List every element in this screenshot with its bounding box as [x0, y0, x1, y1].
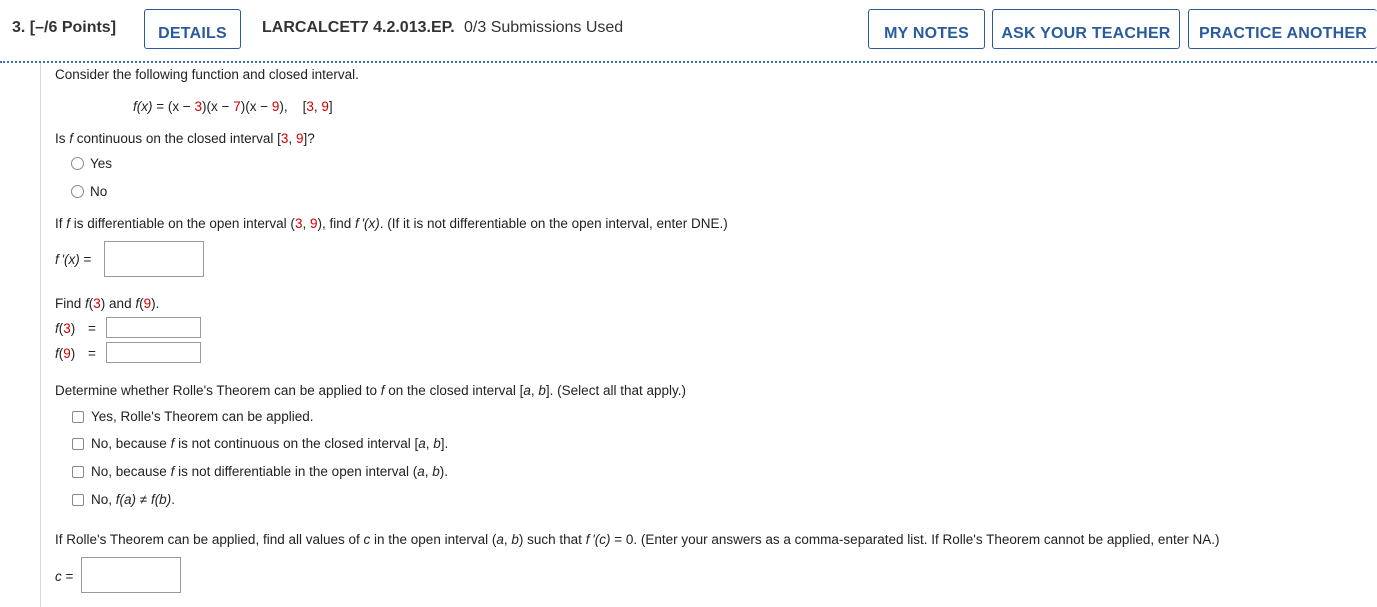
f-of-3-label: f(3): [55, 321, 76, 336]
question-number-points: 3. [–/6 Points]: [12, 19, 117, 36]
c-answer-label: c =: [55, 569, 74, 584]
continuity-yes-option[interactable]: [71, 156, 112, 171]
ask-your-teacher-button[interactable]: ASK YOUR TEACHER: [992, 9, 1180, 49]
checkbox[interactable]: [72, 438, 84, 450]
find-values-question: Find f(3) and f(9).: [55, 296, 160, 311]
problem-code: LARCALCET7 4.2.013.EP.: [262, 19, 455, 36]
derivative-answer-label: f '(x) =: [55, 252, 92, 267]
derivative-answer-input[interactable]: [104, 241, 204, 277]
equals-sign: =: [88, 346, 96, 361]
continuity-no-option[interactable]: [71, 184, 107, 199]
rolle-values-question: If Rolle's Theorem can be applied, find all values of c in the open interval (a, b) such that f '(c) = 0. (Enter your answers as a comma-separated list. If Rolle's Theorem cannot be applied, enter NA.): [55, 532, 1220, 547]
f-of-9-label: f(9): [55, 346, 76, 361]
function-definition: f(x) = (x − 3)(x − 7)(x − 9), [3, 9]: [133, 99, 333, 114]
c-values-input[interactable]: [81, 557, 181, 593]
my-notes-button[interactable]: MY NOTES: [868, 9, 985, 49]
option-label: No, because f is not continuous on the closed interval [a, b].: [91, 436, 449, 451]
option-label: No: [90, 184, 108, 199]
rolle-question: Determine whether Rolle's Theorem can be applied to f on the closed interval [a, b]. (Select all that apply.): [55, 383, 686, 398]
f-of-3-input[interactable]: [106, 317, 201, 338]
option-label: Yes: [90, 156, 113, 171]
practice-another-button[interactable]: PRACTICE ANOTHER: [1188, 9, 1377, 49]
header-divider: [0, 61, 1377, 63]
question-header: [0, 0, 1377, 60]
details-button[interactable]: DETAILS: [144, 9, 241, 49]
continuity-question: Is f continuous on the closed interval [3, 9]?: [55, 131, 315, 146]
checkbox[interactable]: [72, 411, 84, 423]
checkbox[interactable]: [72, 494, 84, 506]
rolle-option-yes[interactable]: [72, 409, 313, 424]
option-label: No, f(a) ≠ f(b).: [91, 492, 175, 507]
f-of-9-input[interactable]: [106, 342, 201, 363]
submissions-used: 0/3 Submissions Used: [464, 19, 624, 36]
rolle-option-not-differentiable[interactable]: [72, 464, 448, 479]
derivative-question: If f is differentiable on the open interval (3, 9), find f '(x). (If it is not differentiable on the open interval, enter DNE.): [55, 216, 728, 231]
radio-button[interactable]: [71, 185, 84, 198]
intro-text: Consider the following function and closed interval.: [55, 67, 359, 82]
checkbox[interactable]: [72, 466, 84, 478]
question-left-rule: [40, 63, 41, 607]
equals-sign: =: [88, 321, 96, 336]
radio-button[interactable]: [71, 157, 84, 170]
option-label: No, because f is not differentiable in the open interval (a, b).: [91, 464, 449, 479]
rolle-option-not-continuous[interactable]: [72, 436, 448, 451]
rolle-option-fa-not-equal-fb[interactable]: [72, 492, 175, 507]
option-label: Yes, Rolle's Theorem can be applied.: [91, 409, 314, 424]
